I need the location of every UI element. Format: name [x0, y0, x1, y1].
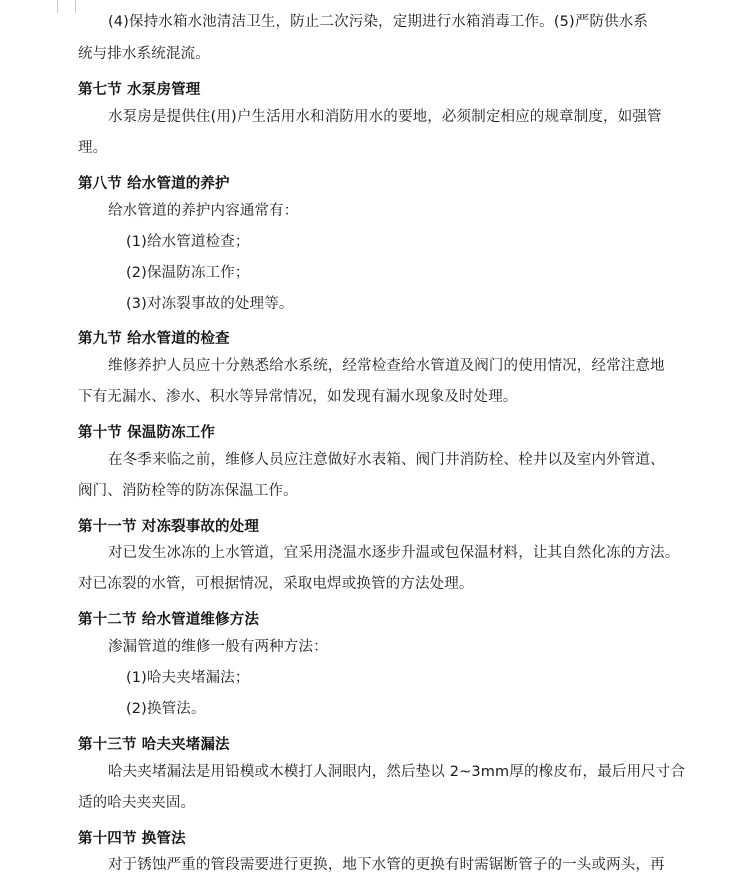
paragraph-line: 对于锈蚀严重的管段需要进行更换，地下水管的更换有时需锯断管子的一头或两头，再 — [108, 857, 665, 873]
crop-mark-left — [57, 0, 58, 13]
list-item: (1)给水管道检查； — [126, 234, 250, 250]
section-heading-10: 第十节 保温防冻工作 — [78, 425, 216, 441]
crop-mark-right — [75, 0, 76, 13]
section-heading-11: 第十一节 对冻裂事故的处理 — [78, 519, 259, 535]
paragraph-line: (4)保持水箱水池清洁卫生，防止二次污染，定期进行水箱消毒工作。(5)严防供水系 — [108, 14, 649, 30]
paragraph-line: 下有无漏水、渗水、积水等异常情况，如发现有漏水现象及时处理。 — [78, 389, 518, 405]
section-heading-9: 第九节 给水管道的检查 — [78, 331, 230, 347]
list-item: (3)对冻裂事故的处理等。 — [126, 296, 294, 312]
paragraph-line: 适的哈夫夹夹固。 — [78, 795, 196, 811]
paragraph-line: 给水管道的养护内容通常有： — [108, 203, 299, 219]
paragraph-line: 统与排水系统混流。 — [78, 46, 210, 62]
paragraph-line: 阀门、消防栓等的防冻保温工作。 — [78, 483, 298, 499]
list-item: (1)哈夫夹堵漏法； — [126, 670, 250, 686]
section-heading-13: 第十三节 哈夫夹堵漏法 — [78, 737, 230, 753]
list-item: (2)保温防冻工作； — [126, 265, 250, 281]
paragraph-line: 水泵房是提供住(用)户生活用水和消防用水的要地，必须制定相应的规章制度，如强管 — [108, 109, 662, 125]
section-heading-7: 第七节 水泵房管理 — [78, 82, 201, 98]
paragraph-line: 渗漏管道的维修一般有两种方法： — [108, 639, 328, 655]
paragraph-line: 对已发生冰冻的上水管道，宜采用浇温水逐步升温或包保温材料，让其自然化冻的方法。 — [108, 545, 680, 561]
paragraph-line: 对已冻裂的水管，可根据情况，采取电焊或换管的方法处理。 — [78, 576, 474, 592]
paragraph-line: 维修养护人员应十分熟悉给水系统，经常检查给水管道及阀门的使用情况，经常注意地 — [108, 358, 665, 374]
paragraph-line: 理。 — [78, 140, 108, 156]
list-item: (2)换管法。 — [126, 701, 206, 717]
section-heading-14: 第十四节 换管法 — [78, 831, 186, 847]
section-heading-8: 第八节 给水管道的养护 — [78, 176, 230, 192]
paragraph-line: 在冬季来临之前，维修人员应注意做好水表箱、阀门井消防栓、栓井以及室内外管道、 — [108, 452, 665, 468]
section-heading-12: 第十二节 给水管道维修方法 — [78, 612, 259, 628]
paragraph-line: 哈夫夹堵漏法是用铅模或木模打人洞眼内，然后垫以 2~3mm厚的橡皮布，最后用尺寸合 — [108, 764, 686, 780]
